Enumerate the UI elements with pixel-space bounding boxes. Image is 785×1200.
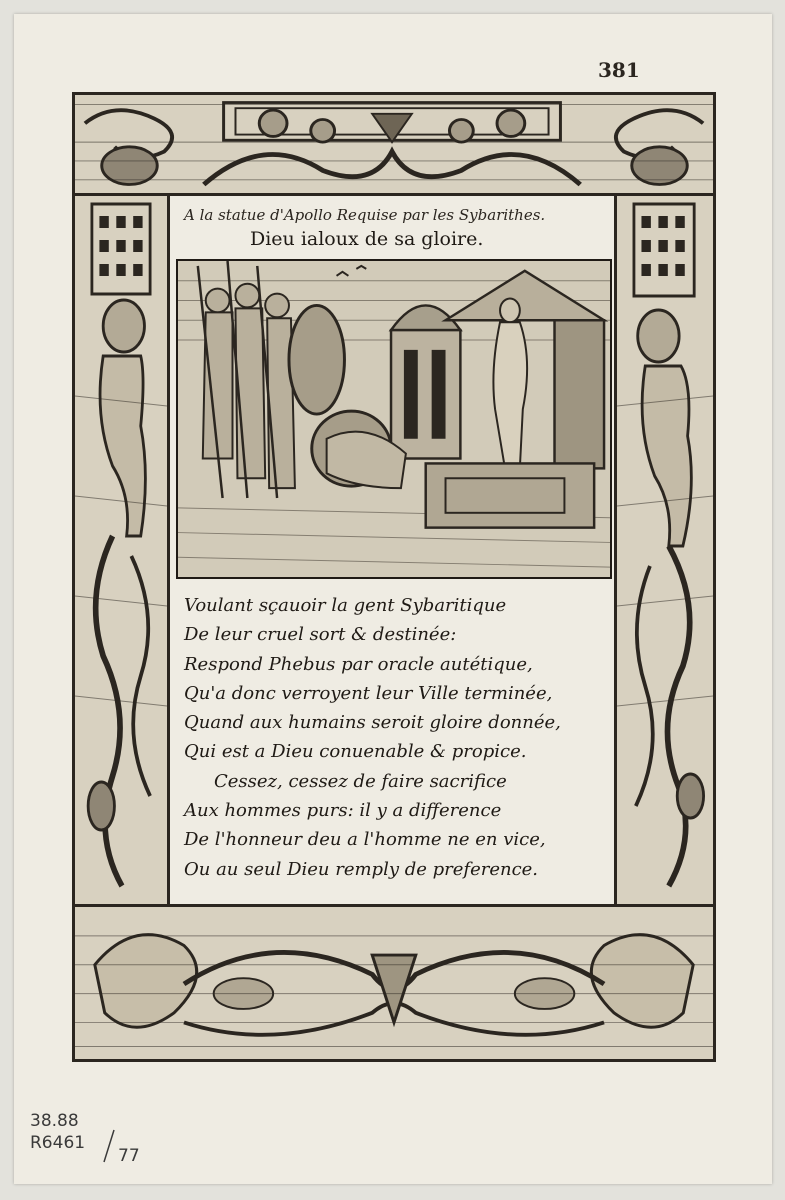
verse-line: Qu'a donc verroyent leur Ville terminée, (184, 682, 553, 704)
catalog-slash-mark (100, 1128, 118, 1164)
catalog-line: 38.88 (30, 1111, 79, 1131)
verse-line: Cessez, cessez de faire sacrifice (214, 770, 507, 792)
bottom-ornament-band (72, 904, 716, 1062)
verse-line: Quand aux humains seroit gloire donnée, (184, 712, 561, 734)
right-caryatid-column (614, 196, 716, 904)
verse-line: De l'honneur deu a l'homme ne en vice, (184, 829, 546, 851)
verse-line: Aux hommes purs: il y a difference (184, 800, 502, 822)
verse-line: Voulant sçauoir la gent Sybaritique (184, 595, 507, 616)
left-caryatid-column (72, 196, 170, 904)
emblem-motto: A la statue d'Apollo Requise par les Sybarithes. (184, 206, 546, 224)
woodcut-illustration (176, 259, 612, 579)
verse-line: Qui est a Dieu conuenable & propice. (184, 741, 527, 763)
verse-line: De leur cruel sort & destinée: (184, 624, 457, 646)
emblem-title: Dieu ialoux de sa gloire. (250, 228, 484, 250)
catalog-suffix: 77 (118, 1146, 140, 1166)
catalog-line: R6461 (30, 1133, 86, 1153)
catalog-number (30, 1110, 85, 1154)
page-number: 381 (598, 58, 640, 82)
verse-stanza (184, 591, 610, 884)
top-ornament-band (72, 92, 716, 196)
verse-line: Respond Phebus par oracle autétique, (184, 653, 533, 675)
verse-line: Ou au seul Dieu remply de preference. (184, 858, 539, 880)
